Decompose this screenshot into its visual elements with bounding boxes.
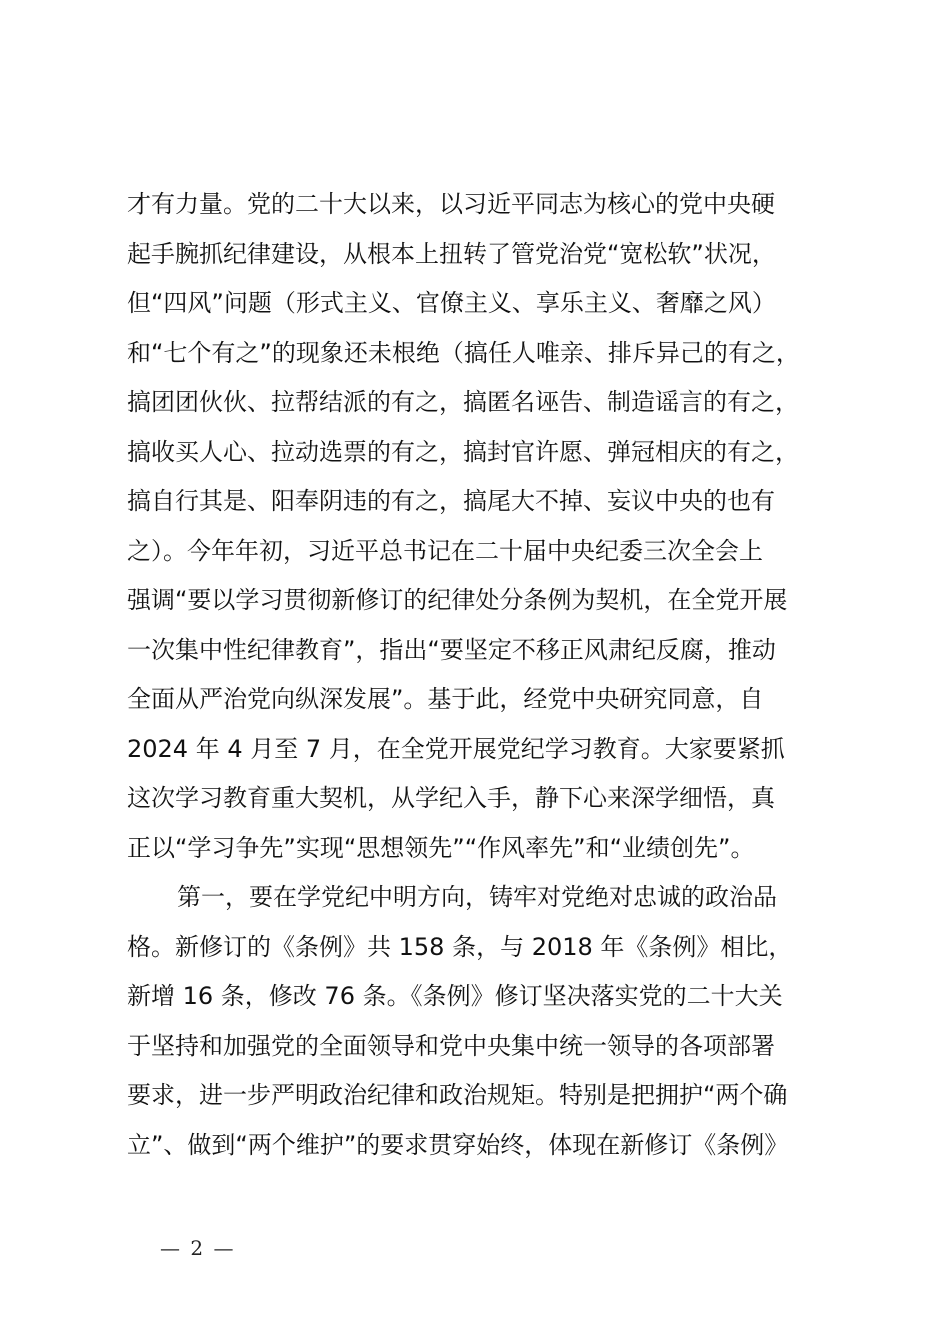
text-line: 于坚持和加强党的全面领导和党中央集中统一领导的各项部署 bbox=[127, 1031, 775, 1060]
text-line: 2024 年 4 月至 7 月，在全党开展党纪学习教育。大家要紧抓 bbox=[127, 734, 785, 763]
text-line: 搞团团伙伙、拉帮结派的有之，搞匿名诬告、制造谣言的有之， bbox=[127, 388, 799, 416]
text-line: 立”、做到“两个维护”的要求贯穿始终，体现在新修订《条例》 bbox=[127, 1130, 789, 1159]
document-body bbox=[127, 180, 867, 1170]
text-line: 格。新修订的《条例》共 158 条，与 2018 年《条例》相比， bbox=[127, 932, 793, 961]
text-line: 这次学习教育重大契机，从学纪入手，静下心来深学细悟，真 bbox=[127, 784, 775, 812]
text-line: 搞自行其是、阳奉阴违的有之，搞尾大不掉、妄议中央的也有 bbox=[127, 487, 775, 515]
text-line: 新增 16 条，修改 76 条。《条例》修订坚决落实党的二十大关 bbox=[127, 982, 783, 1010]
text-line: 起手腕抓纪律建设，从根本上扭转了管党治党“宽松软”状况， bbox=[127, 239, 776, 268]
text-line: 一次集中性纪律教育”，指出“要坚定不移正风肃纪反腐，推动 bbox=[127, 635, 776, 664]
text-line: 要求，进一步严明政治纪律和政治规矩。特别是把拥护“两个确 bbox=[127, 1081, 788, 1109]
text-line: 全面从严治党向纵深发展”。基于此，经党中央研究同意，自 bbox=[127, 685, 764, 713]
text-line: 正以“学习争先”实现“思想领先”“作风率先”和“业绩创先”。 bbox=[127, 833, 755, 862]
text-line: 搞收买人心、拉动选票的有之，搞封官许愿、弹冠相庆的有之， bbox=[127, 437, 799, 466]
text-line: 之）。今年年初，习近平总书记在二十届中央纪委三次全会上 bbox=[127, 536, 763, 565]
text-line: 才有力量。党的二十大以来，以习近平同志为核心的党中央硬 bbox=[127, 190, 775, 218]
text-line: 和“七个有之”的现象还未根绝（搞任人唯亲、排斥异己的有之， bbox=[127, 338, 800, 367]
text-line: 强调“要以学习贯彻新修订的纪律处分条例为契机，在全党开展 bbox=[127, 586, 788, 614]
page-number: — 2 — bbox=[160, 1236, 236, 1260]
paragraph-first-line: 第一，要在学党纪中明方向，铸牢对党绝对忠诚的政治品 bbox=[177, 883, 777, 911]
text-line: 但“四风”问题（形式主义、官僚主义、享乐主义、奢靡之风） bbox=[127, 289, 776, 317]
